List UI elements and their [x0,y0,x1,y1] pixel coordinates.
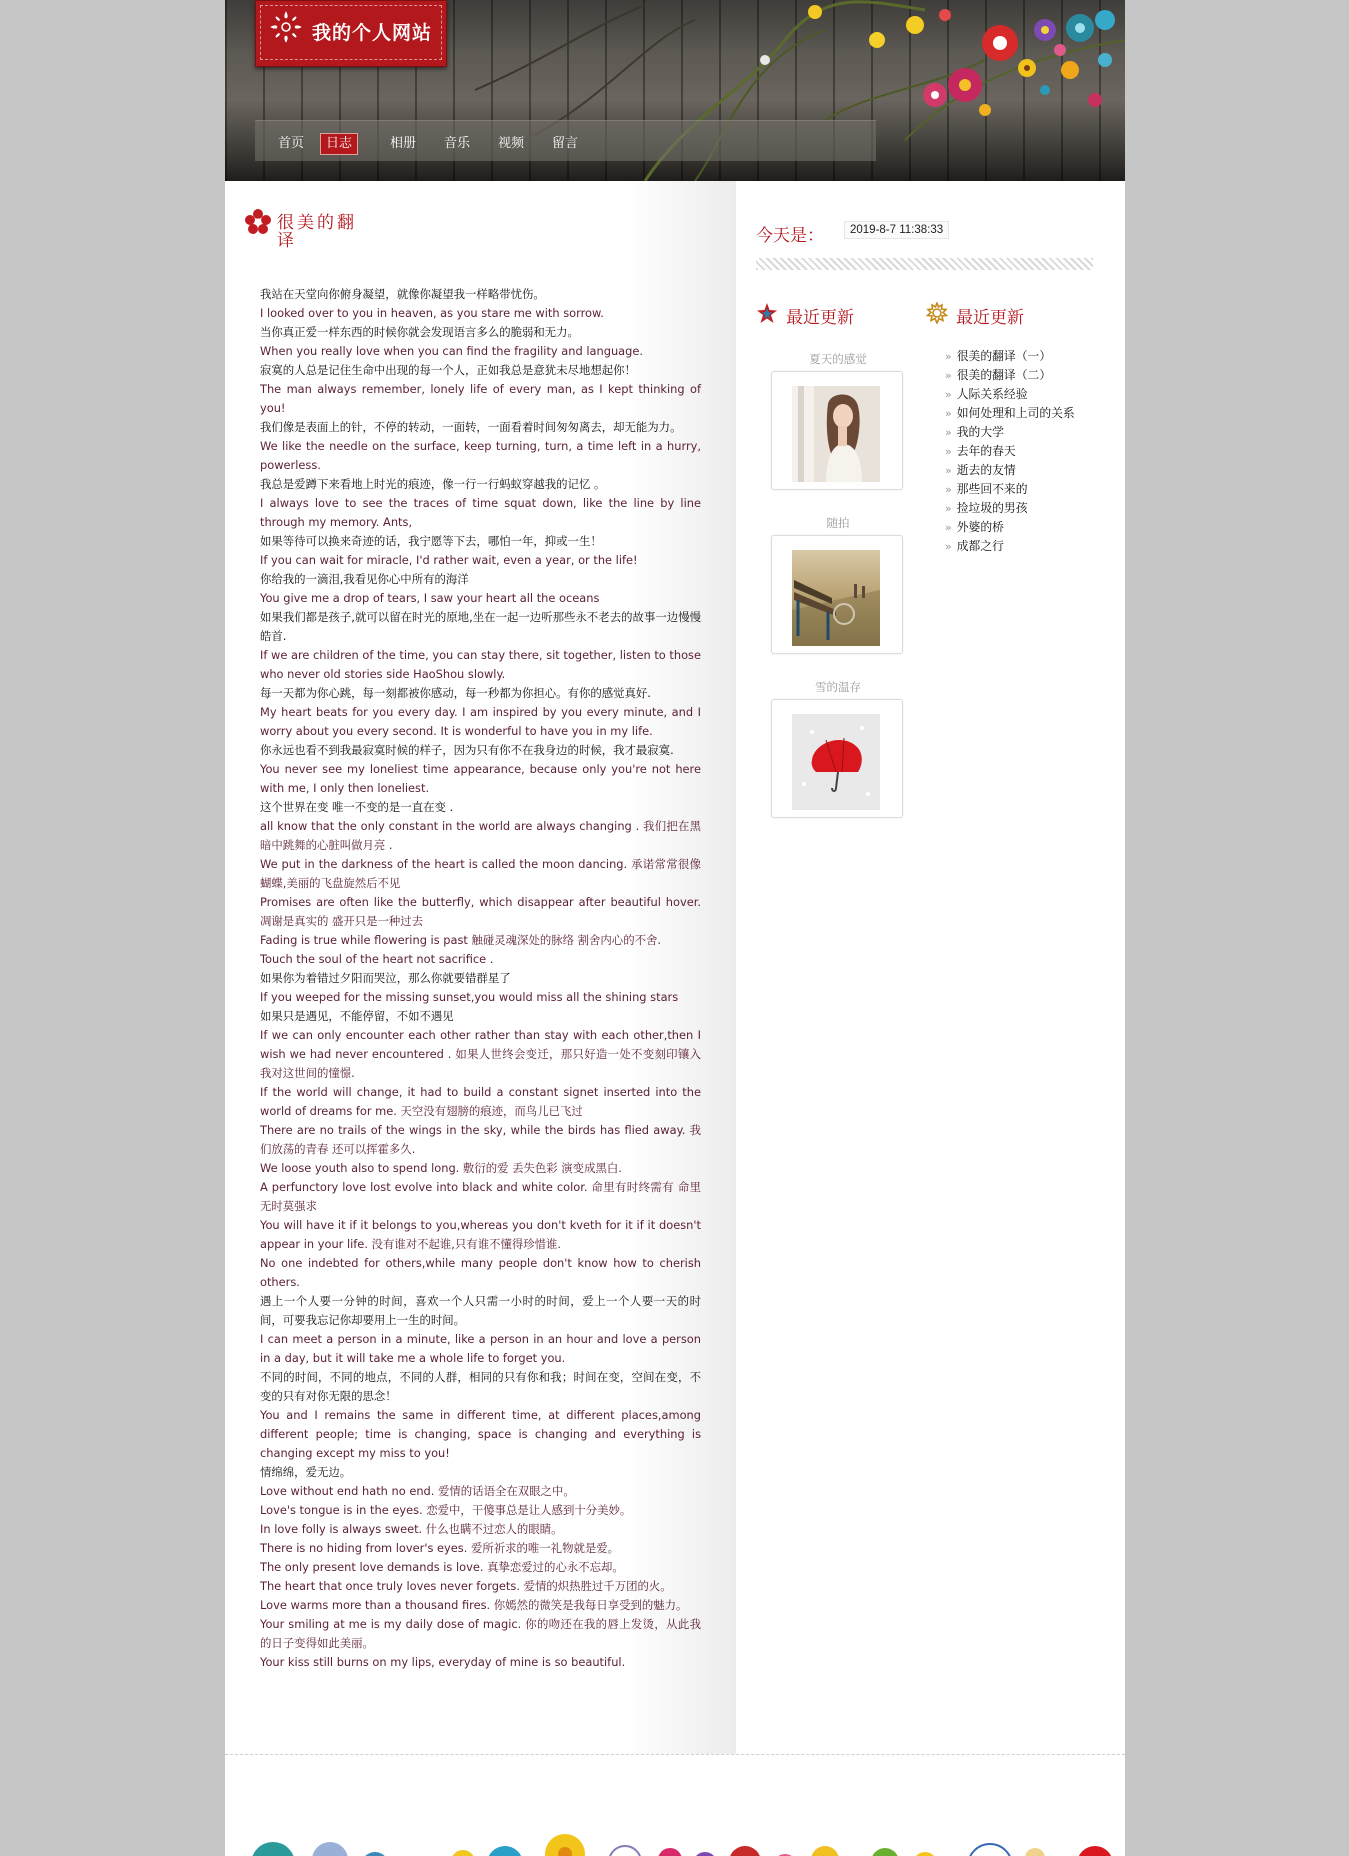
star-flower-icon [756,302,778,324]
nav-home[interactable]: 首页 [278,136,305,151]
recent-post-label: 我的大学 [956,425,1004,439]
article-paragraph: When you really love when you can find the fragility and language. [260,344,643,358]
footer-flowers-decoration [225,1756,1125,1856]
recent-photos-header [756,299,906,329]
article-paragraph: 遇上一个人要一分钟的时间，喜欢一个人只需一小时的时间，爱上一个人要一天的时间，可要我忘记你却要用上一生的时间。 [260,1294,701,1327]
article-paragraph: 我站在天堂向你俯身凝望，就像你凝望我一样略带忧伤。 [260,287,545,301]
article-paragraph: 情绵绵，爱无边。 [260,1465,352,1479]
recent-post-link[interactable] [945,499,1115,518]
recent-post-label: 很美的翻译（一） [956,349,1052,363]
double-chevron-icon: » [945,426,951,439]
recent-posts-header [926,299,1106,329]
recent-post-label: 去年的春天 [956,444,1016,458]
double-chevron-icon: » [945,464,951,477]
recent-post-link[interactable] [945,423,1115,442]
nav-album[interactable]: 相册 [390,136,417,151]
recent-photos-title: 最近更新 [786,308,854,328]
article-paragraph: You give me a drop of tears, I saw your heart all the oceans [260,591,600,605]
article-paragraph: The only present love demands is love. 真挚恋爱过的心永不忘却。 [260,1560,624,1574]
article-column [225,181,736,1754]
sidebar [736,181,1125,1754]
photo-thumbnail[interactable] [771,699,903,818]
nav-music[interactable]: 音乐 [444,136,471,151]
article-paragraph: 这个世界在变 唯一不变的是一直在变 . [260,800,454,814]
flower-badge-icon [270,11,302,43]
article-paragraph: all know that the only constant in the world are always changing . 我们把在黑暗中跳舞的心脏叫做月亮 . [260,819,701,852]
recent-posts-title: 最近更新 [956,308,1024,328]
article-paragraph: We like the needle on the surface, keep turning, turn, a time left in a hurry, powerless. [260,439,701,472]
double-chevron-icon: » [945,350,951,363]
girl-portrait-image [792,386,880,482]
article-paragraph: My heart beats for you every day. I am inspired by you every minute, and I worry about you every second. It is wonderful to have you in my life. [260,705,701,738]
article-paragraph: 如果只是遇见，不能停留，不如不遇见 [260,1009,454,1023]
article-paragraph: The heart that once truly loves never forgets. 爱情的炽热胜过千万团的火。 [260,1579,672,1593]
photo-caption: 随拍 [826,516,850,530]
gear-flower-icon [926,302,948,324]
double-chevron-icon: » [945,483,951,496]
main-nav [255,120,876,161]
photo-thumbnail[interactable] [771,371,903,490]
double-chevron-icon: » [945,445,951,458]
red-umbrella-snow-image [792,714,880,810]
article-paragraph: You and I remains the same in different time, at different places,among different people; time is changing, space is changing and everything is changing except my miss to you! [260,1408,701,1460]
article-paragraph: In love folly is always sweet. 什么也瞒不过恋人的眼睛。 [260,1522,563,1536]
recent-post-link[interactable] [945,404,1115,423]
article-paragraph: 不同的时间，不同的地点，不同的人群，相同的只有你和我；时间在变，空间在变，不变的只有对你无限的思念！ [260,1370,701,1403]
double-chevron-icon: » [945,407,951,420]
double-chevron-icon: » [945,388,951,401]
footer-floral-banner [225,1756,1125,1856]
recent-post-label: 如何处理和上司的关系 [956,406,1075,420]
article-paragraph: Promises are often like the butterfly, which disappear after beautiful hover. 凋谢是真实的 盛开只是一种过去 [260,895,701,928]
nav-guestbook[interactable]: 留言 [552,136,579,151]
article-paragraph: 如果等待可以换来奇迹的话，我宁愿等下去，哪怕一年，抑或一生！ [260,534,602,548]
article-paragraph: A perfunctory love lost evolve into black and white color. 命里有时终需有 命里无时莫强求 [260,1180,701,1213]
article-paragraph: 你给我的一滴泪,我看见你心中所有的海洋 [260,572,469,586]
article-paragraph: I can meet a person in a minute, like a person in an hour and love a person in a day, but it will take me a whole life to forget you. [260,1332,701,1365]
article-paragraph: There is no hiding from lover's eyes. 爱所祈求的唯一礼物就是爱。 [260,1541,620,1555]
article-body [260,285,701,1672]
today-label: 今天是： [756,226,824,246]
article-paragraph: You will have it if it belongs to you,whereas you don't kveth for it if it doesn't appear in your life. 没有谁对不起谁,只有谁不懂得珍惜谁. [260,1218,701,1251]
article-paragraph: We put in the darkness of the heart is called the moon dancing. 承诺常常很像蝴蝶,美丽的飞盘旋然后不见 [260,857,701,890]
site-logo[interactable] [255,0,447,67]
article-paragraph: If you can wait for miracle, I'd rather wait, even a year, or the life! [260,553,638,567]
article-paragraph: Your kiss still burns on my lips, everyday of mine is so beautiful. [260,1655,626,1669]
recent-post-link[interactable] [945,385,1115,404]
recent-post-link[interactable] [945,347,1115,366]
photo-thumbnail[interactable] [771,535,903,654]
recent-post-label: 成都之行 [956,539,1004,553]
recent-post-link[interactable] [945,442,1115,461]
double-chevron-icon: » [945,369,951,382]
article-paragraph: No one indebted for others,while many people don't know how to cherish others. [260,1256,701,1289]
article-paragraph: If you weeped for the missing sunset,you would miss all the shining stars [260,990,679,1004]
article-paragraph: 当你真正爱一样东西的时候你就会发现语言多么的脆弱和无力。 [260,325,579,339]
page [225,0,1125,1856]
article-paragraph: 每一天都为你心跳，每一刻都被你感动，每一秒都为你担心。有你的感觉真好. [260,686,651,700]
article-paragraph: 我总是爱蹲下来看地上时光的痕迹，像一行一行蚂蚁穿越我的记忆 。 [260,477,606,491]
recent-post-label: 逝去的友情 [956,463,1016,477]
article-paragraph: 如果你为着错过夕阳而哭泣，那么你就要错群星了 [260,971,511,985]
recent-post-link[interactable] [945,537,1115,556]
double-chevron-icon: » [945,540,951,553]
recent-post-label: 捡垃圾的男孩 [956,501,1028,515]
recent-post-link[interactable] [945,461,1115,480]
current-datetime: 2019-8-7 11:38:33 [844,221,949,239]
article-paragraph: Love without end hath no end. 爱情的话语全在双眼之中。 [260,1484,575,1498]
recent-post-label: 外婆的桥 [956,520,1004,534]
article-paragraph: I looked over to you in heaven, as you stare me with sorrow. [260,306,604,320]
article-paragraph: 如果我们都是孩子,就可以留在时光的原地,坐在一起一边听那些永不老去的故事一边慢慢皓首. [260,610,701,643]
article-paragraph: We loose youth also to spend long. 敷衍的爱 丢失色彩 演变成黑白. [260,1161,622,1175]
recent-post-label: 那些回不来的 [956,482,1028,496]
park-bench-image [792,550,880,646]
photo-caption: 夏天的感觉 [809,352,867,366]
recent-post-label: 人际关系经验 [956,387,1028,401]
site-title: 我的个人网站 [312,22,433,44]
article-paragraph: 你永远也看不到我最寂寞时候的样子，因为只有你不在我身边的时候，我才最寂寞. [260,743,674,757]
article-paragraph: You never see my loneliest time appearance, because only you're not here with me, I only then loneliest. [260,762,701,795]
header-banner [225,0,1125,181]
recent-post-link[interactable] [945,480,1115,499]
double-chevron-icon: » [945,521,951,534]
article-paragraph: Your smiling at me is my daily dose of magic. 你的吻还在我的唇上发烫，从此我的日子变得如此美丽。 [260,1617,701,1650]
article-paragraph: There are no trails of the wings in the sky, while the birds has flied away. 我们放荡的青春 还可以挥霍多久. [260,1123,701,1156]
footer-divider [225,1754,1125,1755]
article-paragraph: Fading is true while flowering is past 触碰灵魂深处的脉络 割舍内心的不舍. [260,933,661,947]
recent-post-link[interactable] [945,518,1115,537]
article-paragraph: 寂寞的人总是记住生命中出现的每一个人，正如我总是意犹未尽地想起你！ [260,363,636,377]
article-paragraph: If we can only encounter each other rather than stay with each other,then I wish we had never encountered . 如果人世终会变迁，那只好造一处不变刻印镶入我对这世间的憧憬. [260,1028,701,1080]
photo-caption: 雪的温存 [815,680,861,694]
nav-journal[interactable]: 日志 [320,133,358,155]
article-paragraph: The man always remember, lonely life of every man, as I kept thinking of you! [260,382,701,415]
article-paragraph: Love's tongue is in the eyes. 恋爱中，干傻事总是让人感到十分美妙。 [260,1503,632,1517]
article-paragraph: If we are children of the time, you can stay there, sit together, listen to those who never old stories side HaoShou slowly. [260,648,701,681]
hatch-divider [756,258,1093,270]
article-paragraph: Love warms more than a thousand fires. 你嫣然的微笑是我每日享受到的魅力。 [260,1598,688,1612]
article-paragraph: I always love to see the traces of time squat down, like the line by line through my memory. Ants, [260,496,701,529]
article-paragraph: If the world will change, it had to build a constant signet inserted into the world of dreams for me. 天空没有翅膀的痕迹，而鸟儿已飞过 [260,1085,701,1118]
article-paragraph: Touch the soul of the heart not sacrifice . [260,952,494,966]
recent-post-link[interactable] [945,366,1115,385]
red-flower-icon [245,209,271,235]
article-paragraph: 我们像是表面上的针，不停的转动，一面转，一面看着时间匆匆离去，却无能为力。 [260,420,682,434]
article-title: 很美的翻译 [277,213,357,251]
double-chevron-icon: » [945,502,951,515]
recent-post-label: 很美的翻译（二） [956,368,1052,382]
recent-posts-list [945,347,1115,556]
nav-video[interactable]: 视频 [498,136,525,151]
